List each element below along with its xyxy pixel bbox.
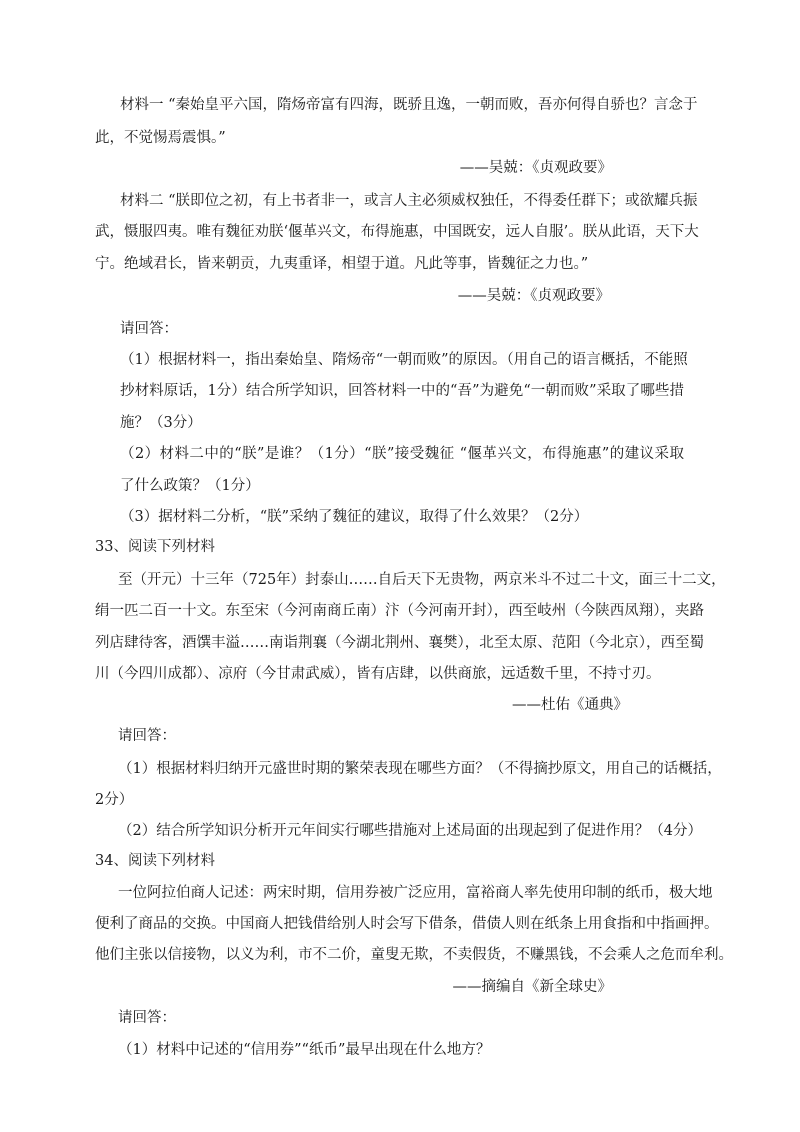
q34-prompt: 请回答：	[118, 1010, 176, 1026]
q34-material-line-2: 便利了商品的交换。中国商人把钱借给别人时会写下借条，借债人则在纸条上用食指和中指画押。	[95, 916, 719, 932]
material-2-line-3: 宁。绝域君长，皆来朝贡，九夷重译，相望于道。凡此等事，皆魏征之力也。”	[95, 256, 589, 272]
q33-material-line-3: 列店肆待客，酒馔丰溢……南诣荆襄（今湖北荆州、襄樊），北至太原、范阳（今北京），西至蜀	[95, 635, 704, 651]
q34-material-line-1: 一位阿拉伯商人记述：两宋时期，信用券被广泛应用，富裕商人率先使用印制的纸币，极大地	[118, 885, 713, 901]
q32-prompt: 请回答：	[120, 321, 178, 337]
material-1-line-2: 此，不觉惕焉震惧。”	[95, 130, 226, 146]
q32-sub2-line-2: 了什么政策？（1分）	[120, 478, 260, 494]
q34-material-line-3: 他们主张以信接物，以义为利，市不二价，童叟无欺，不卖假货，不赚黑钱，不会乘人之危而牟利。	[95, 947, 733, 963]
q32-sub2-line-1: （2）材料二中的“朕”是谁？（1分）“朕”接受魏征 “偃革兴文，布得施惠”的建议采取	[120, 446, 684, 462]
q32-sub1-line-2: 抄材料原话，1分）结合所学知识，回答材料一中的“吾”为避免“一朝而败”采取了哪些措	[120, 383, 684, 399]
material-2-source: ——吴兢：《贞观政要》	[457, 288, 610, 304]
q33-sub2: （2）结合所学知识分析开元年间实行哪些措施对上述局面的出现起到了促进作用？（4分）	[118, 823, 702, 839]
material-1-line-1: 材料一 “秦始皇平六国，隋炀帝富有四海，既骄且逸，一朝而败，吾亦何得自骄也？言念于	[120, 97, 698, 113]
material-2-line-2: 武，慑服四夷。唯有魏征劝朕‘偃革兴文，布得施惠，中国既安，远人自服’。朕从此语，天下大	[95, 224, 699, 240]
q34-source: ——摘编自《新全球史》	[452, 979, 612, 995]
q34-heading: 34、阅读下列材料	[95, 853, 215, 869]
material-1-source: ——吴兢：《贞观政要》	[459, 160, 612, 176]
q33-material-line-1: 至（开元）十三年（725年）封泰山……自后天下无贵物，两京米斗不过二十文，面三十二文，	[118, 572, 726, 588]
q34-sub1: （1）材料中记述的“信用券”“纸币”最早出现在什么地方？	[118, 1042, 491, 1058]
q32-sub3: （3）据材料二分析，“朕”采纳了魏征的建议，取得了什么效果？（2分）	[120, 509, 589, 525]
q33-sub1-line-2: 2分）	[95, 792, 134, 808]
q33-source: ——杜佑《通典》	[512, 697, 628, 713]
q33-prompt: 请回答：	[118, 728, 176, 744]
q32-sub1-line-3: 施？（3分）	[120, 415, 202, 431]
q33-material-line-4: 川（今四川成都）、凉府（今甘肃武威），皆有店肆，以供商旅，远适数千里，不持寸刃。	[95, 666, 661, 682]
q33-sub1-line-1: （1）根据材料归纳开元盛世时期的繁荣表现在哪些方面？（不得摘抄原文，用自己的话概括，	[118, 761, 722, 777]
q33-material-line-2: 绢一匹二百一十文。东至宋（今河南商丘南）汴（今河南开封），西至岐州（今陕西凤翔），夹路	[95, 603, 704, 619]
q33-heading: 33、阅读下列材料	[95, 539, 215, 555]
q32-sub1-line-1: （1）根据材料一，指出秦始皇、隋炀帝“一朝而败”的原因。（用自己的语言概括，不能照	[120, 352, 688, 368]
material-2-line-1: 材料二 “朕即位之初，有上书者非一，或言人主必须威权独任，不得委任群下；或欲耀兵振	[120, 193, 698, 209]
